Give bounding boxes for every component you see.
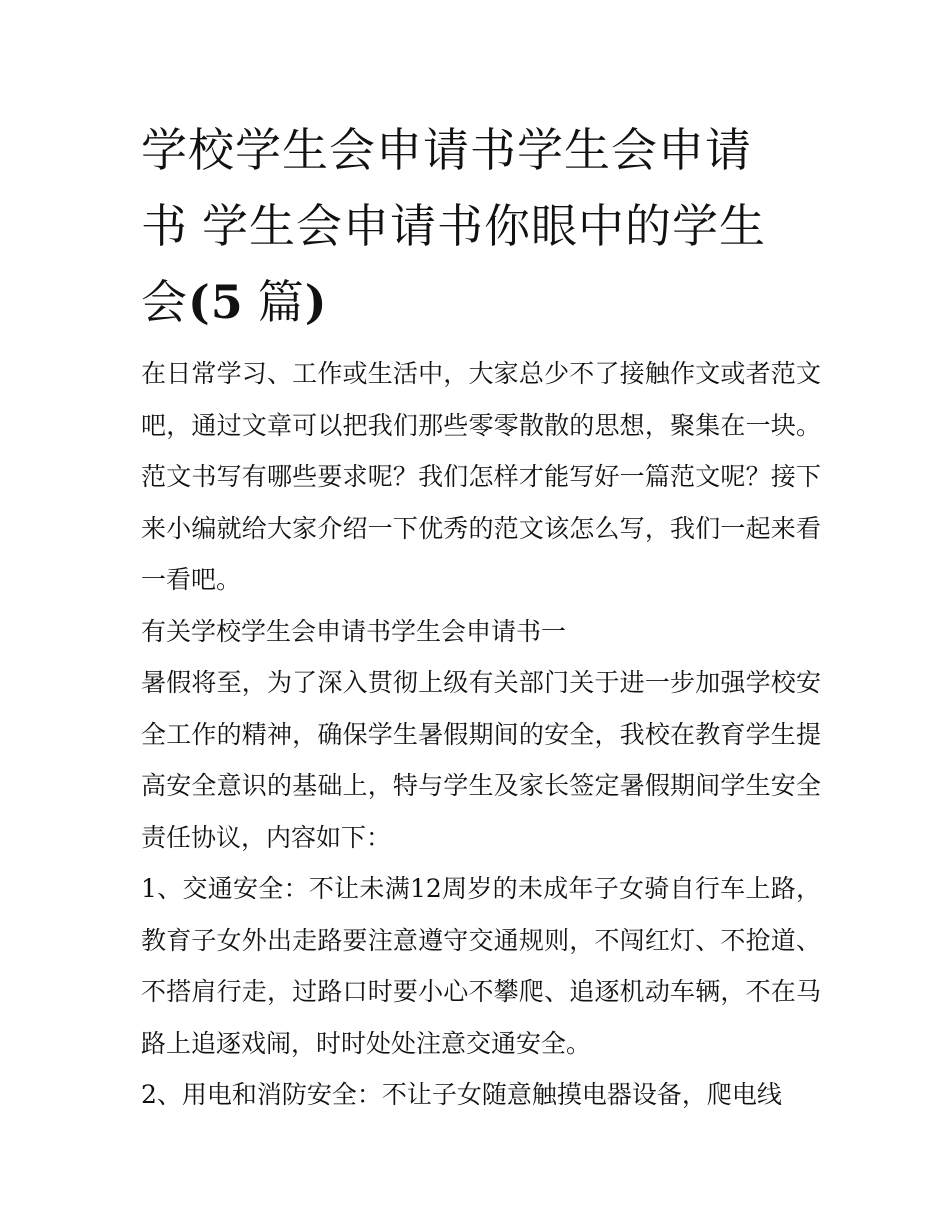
title-count-unit: 篇	[257, 275, 305, 329]
section-heading: 有关学校学生会申请书学生会申请书一	[141, 616, 567, 646]
title-count-open: (5	[188, 275, 244, 329]
title-line2-rest: 学生会申请书你眼中的学生	[202, 199, 766, 253]
body-paragraph: 暑假将至，为了深入贯彻上级有关部门关于进一步加强学校安全工作的精神，确保学生暑假期间的安全，我校在教育学生提高安全意识的基础上，特与学生及家长签定暑假期间学生安全责任协议，内容如下：	[141, 668, 821, 852]
document-body	[141, 348, 821, 1121]
document-title	[141, 112, 821, 340]
title-line1: 学校学生会申请书学生会申请	[141, 123, 752, 177]
title-line3-start: 会	[141, 275, 188, 329]
title-count-close: )	[304, 275, 328, 329]
list-item-electric-fire-safety: 2、用电和消防安全：不让子女随意触摸电器设备，爬电线	[141, 1080, 782, 1109]
title-line2-start: 书	[141, 199, 188, 253]
intro-paragraph: 在日常学习、工作或生活中，大家总少不了接触作文或者范文吧，通过文章可以把我们那些零零散散的思想，聚集在一块。范文书写有哪些要求呢？我们怎样才能写好一篇范文呢？接下来小编就给大家介绍一下优秀的范文该怎么写，我们一起来看一看吧。	[141, 359, 821, 594]
list-item-traffic-safety: 1、交通安全：不让未满12周岁的未成年子女骑自行车上路，教育子女外出走路要注意遵守交通规则，不闯红灯、不抢道、不搭肩行走，过路口时要小心不攀爬、追逐机动车辆，不在马路上追逐戏闹，时时处处注意交通安全。	[141, 874, 821, 1058]
document-content	[141, 112, 821, 1121]
